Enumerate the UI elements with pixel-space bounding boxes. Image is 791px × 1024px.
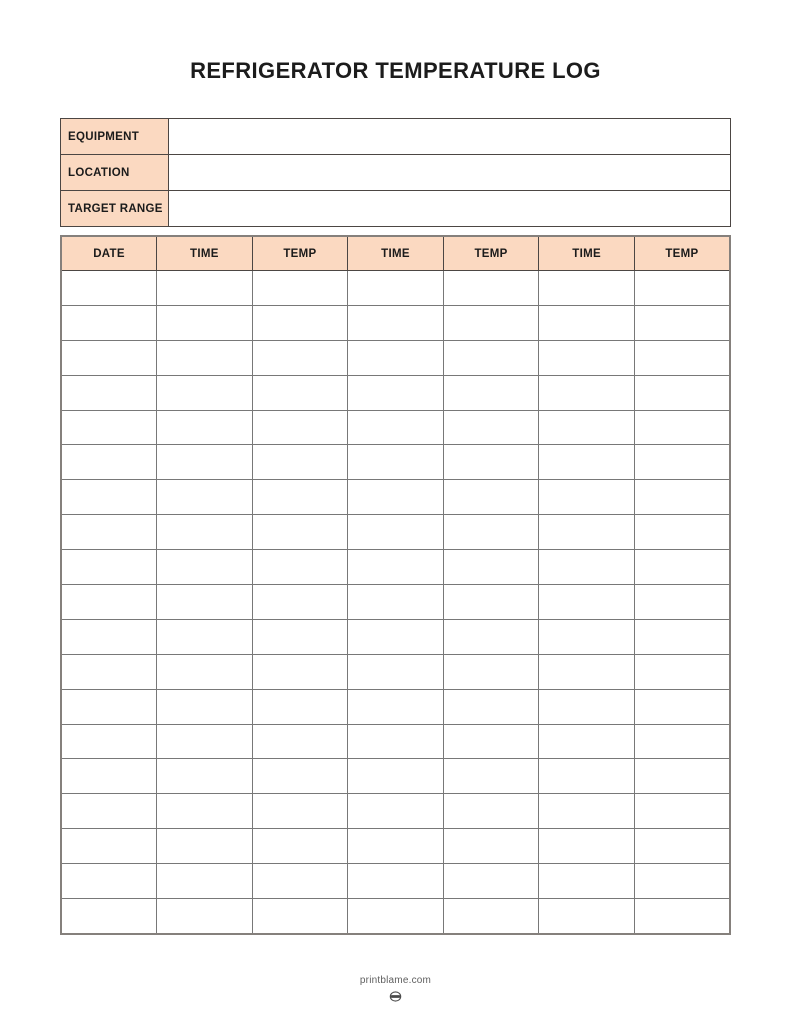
log-row bbox=[61, 305, 730, 340]
log-row bbox=[61, 689, 730, 724]
log-cell bbox=[634, 585, 730, 620]
log-row bbox=[61, 724, 730, 759]
log-cell bbox=[443, 410, 539, 445]
log-cell bbox=[443, 271, 539, 306]
log-cell bbox=[157, 759, 253, 794]
printer-icon bbox=[389, 991, 402, 1002]
log-cell bbox=[634, 410, 730, 445]
log-cell bbox=[157, 794, 253, 829]
log-cell bbox=[634, 619, 730, 654]
log-cell bbox=[443, 864, 539, 899]
log-cell bbox=[443, 759, 539, 794]
log-cell bbox=[252, 899, 348, 934]
log-cell bbox=[634, 689, 730, 724]
log-row bbox=[61, 864, 730, 899]
log-cell bbox=[634, 794, 730, 829]
log-cell bbox=[157, 445, 253, 480]
info-value-equipment bbox=[169, 119, 731, 155]
log-cell bbox=[634, 829, 730, 864]
log-cell bbox=[252, 410, 348, 445]
log-cell bbox=[539, 585, 635, 620]
log-cell bbox=[634, 654, 730, 689]
log-cell bbox=[443, 794, 539, 829]
log-cell bbox=[61, 724, 157, 759]
log-row bbox=[61, 515, 730, 550]
log-cell bbox=[348, 794, 444, 829]
column-header-time-1: TIME bbox=[157, 236, 253, 271]
log-cell bbox=[61, 619, 157, 654]
log-cell bbox=[252, 445, 348, 480]
log-cell bbox=[539, 864, 635, 899]
log-cell bbox=[61, 864, 157, 899]
log-header-row bbox=[61, 236, 730, 271]
log-row bbox=[61, 759, 730, 794]
log-cell bbox=[157, 585, 253, 620]
log-cell bbox=[157, 305, 253, 340]
info-label-location: LOCATION bbox=[61, 155, 169, 191]
log-cell bbox=[252, 864, 348, 899]
info-row-target-range bbox=[61, 191, 731, 227]
log-row bbox=[61, 340, 730, 375]
log-cell bbox=[443, 515, 539, 550]
log-cell bbox=[252, 271, 348, 306]
log-cell bbox=[348, 445, 444, 480]
log-cell bbox=[252, 340, 348, 375]
log-cell bbox=[443, 305, 539, 340]
log-cell bbox=[252, 619, 348, 654]
log-cell bbox=[634, 305, 730, 340]
info-label-target-range: TARGET RANGE bbox=[61, 191, 169, 227]
log-cell bbox=[443, 899, 539, 934]
log-cell bbox=[443, 654, 539, 689]
log-cell bbox=[634, 515, 730, 550]
log-cell bbox=[539, 899, 635, 934]
log-cell bbox=[157, 689, 253, 724]
log-cell bbox=[634, 271, 730, 306]
log-cell bbox=[61, 340, 157, 375]
log-cell bbox=[443, 829, 539, 864]
log-cell bbox=[443, 585, 539, 620]
log-cell bbox=[634, 445, 730, 480]
log-cell bbox=[61, 899, 157, 934]
log-cell bbox=[443, 340, 539, 375]
log-cell bbox=[252, 794, 348, 829]
log-cell bbox=[61, 445, 157, 480]
log-cell bbox=[252, 550, 348, 585]
log-cell bbox=[157, 340, 253, 375]
log-cell bbox=[252, 759, 348, 794]
log-cell bbox=[539, 794, 635, 829]
log-table-body bbox=[61, 271, 730, 934]
log-cell bbox=[634, 724, 730, 759]
log-cell bbox=[539, 375, 635, 410]
log-row bbox=[61, 550, 730, 585]
log-row bbox=[61, 794, 730, 829]
log-cell bbox=[157, 829, 253, 864]
log-cell bbox=[61, 515, 157, 550]
footer-site-text: printblame.com bbox=[359, 975, 432, 986]
log-cell bbox=[348, 724, 444, 759]
log-cell bbox=[61, 759, 157, 794]
log-cell bbox=[61, 271, 157, 306]
log-cell bbox=[348, 340, 444, 375]
log-cell bbox=[157, 375, 253, 410]
log-cell bbox=[157, 550, 253, 585]
log-cell bbox=[443, 724, 539, 759]
log-cell bbox=[61, 654, 157, 689]
log-cell bbox=[539, 619, 635, 654]
log-cell bbox=[348, 410, 444, 445]
log-cell bbox=[61, 585, 157, 620]
log-cell bbox=[157, 899, 253, 934]
info-label-equipment: EQUIPMENT bbox=[61, 119, 169, 155]
log-cell bbox=[252, 585, 348, 620]
log-cell bbox=[634, 899, 730, 934]
log-row bbox=[61, 585, 730, 620]
log-cell bbox=[539, 305, 635, 340]
log-cell bbox=[539, 271, 635, 306]
log-cell bbox=[348, 305, 444, 340]
log-cell bbox=[539, 689, 635, 724]
column-header-date: DATE bbox=[61, 236, 157, 271]
log-cell bbox=[61, 480, 157, 515]
log-cell bbox=[634, 864, 730, 899]
log-cell bbox=[348, 480, 444, 515]
log-row bbox=[61, 445, 730, 480]
log-cell bbox=[443, 619, 539, 654]
log-cell bbox=[348, 689, 444, 724]
info-row-location bbox=[61, 155, 731, 191]
log-row bbox=[61, 619, 730, 654]
log-cell bbox=[348, 654, 444, 689]
log-cell bbox=[61, 410, 157, 445]
page-title: REFRIGERATOR TEMPERATURE LOG bbox=[190, 58, 601, 83]
log-cell bbox=[539, 654, 635, 689]
log-row bbox=[61, 271, 730, 306]
log-cell bbox=[157, 654, 253, 689]
log-cell bbox=[252, 654, 348, 689]
log-cell bbox=[157, 515, 253, 550]
log-row bbox=[61, 899, 730, 934]
log-cell bbox=[61, 375, 157, 410]
log-cell bbox=[539, 724, 635, 759]
column-header-time-3: TIME bbox=[539, 236, 635, 271]
log-cell bbox=[252, 689, 348, 724]
log-cell bbox=[157, 619, 253, 654]
log-cell bbox=[252, 724, 348, 759]
info-value-location bbox=[169, 155, 731, 191]
log-cell bbox=[348, 899, 444, 934]
log-row bbox=[61, 480, 730, 515]
column-header-temp-3: TEMP bbox=[634, 236, 730, 271]
log-cell bbox=[634, 550, 730, 585]
log-row bbox=[61, 375, 730, 410]
temperature-log-table bbox=[60, 235, 731, 935]
log-cell bbox=[348, 515, 444, 550]
log-cell bbox=[61, 794, 157, 829]
info-table bbox=[60, 118, 731, 227]
log-cell bbox=[539, 759, 635, 794]
log-cell bbox=[634, 759, 730, 794]
log-cell bbox=[443, 689, 539, 724]
log-cell bbox=[61, 829, 157, 864]
info-table-body bbox=[61, 119, 731, 227]
column-header-temp-2: TEMP bbox=[443, 236, 539, 271]
log-cell bbox=[348, 864, 444, 899]
column-header-temp-1: TEMP bbox=[252, 236, 348, 271]
log-cell bbox=[539, 550, 635, 585]
log-cell bbox=[348, 585, 444, 620]
log-row bbox=[61, 829, 730, 864]
log-cell bbox=[252, 375, 348, 410]
log-cell bbox=[443, 375, 539, 410]
log-row bbox=[61, 410, 730, 445]
log-cell bbox=[157, 864, 253, 899]
log-cell bbox=[157, 480, 253, 515]
log-cell bbox=[634, 480, 730, 515]
log-cell bbox=[443, 480, 539, 515]
log-cell bbox=[539, 829, 635, 864]
log-cell bbox=[252, 305, 348, 340]
log-cell bbox=[634, 375, 730, 410]
log-cell bbox=[539, 340, 635, 375]
footer bbox=[0, 976, 791, 1006]
log-cell bbox=[348, 619, 444, 654]
column-header-time-2: TIME bbox=[348, 236, 444, 271]
log-table-header bbox=[61, 236, 730, 271]
log-cell bbox=[348, 375, 444, 410]
log-cell bbox=[443, 550, 539, 585]
log-cell bbox=[252, 515, 348, 550]
log-cell bbox=[61, 305, 157, 340]
log-cell bbox=[61, 550, 157, 585]
log-row bbox=[61, 654, 730, 689]
log-cell bbox=[539, 445, 635, 480]
log-cell bbox=[348, 759, 444, 794]
log-cell bbox=[157, 271, 253, 306]
log-cell bbox=[539, 480, 635, 515]
log-cell bbox=[348, 550, 444, 585]
log-cell bbox=[157, 410, 253, 445]
log-cell bbox=[252, 480, 348, 515]
log-cell bbox=[348, 829, 444, 864]
info-value-target-range bbox=[169, 191, 731, 227]
log-cell bbox=[348, 271, 444, 306]
log-cell bbox=[539, 515, 635, 550]
info-row-equipment bbox=[61, 119, 731, 155]
log-cell bbox=[252, 829, 348, 864]
log-cell bbox=[539, 410, 635, 445]
log-cell bbox=[157, 724, 253, 759]
log-cell bbox=[634, 340, 730, 375]
log-cell bbox=[61, 689, 157, 724]
log-cell bbox=[443, 445, 539, 480]
